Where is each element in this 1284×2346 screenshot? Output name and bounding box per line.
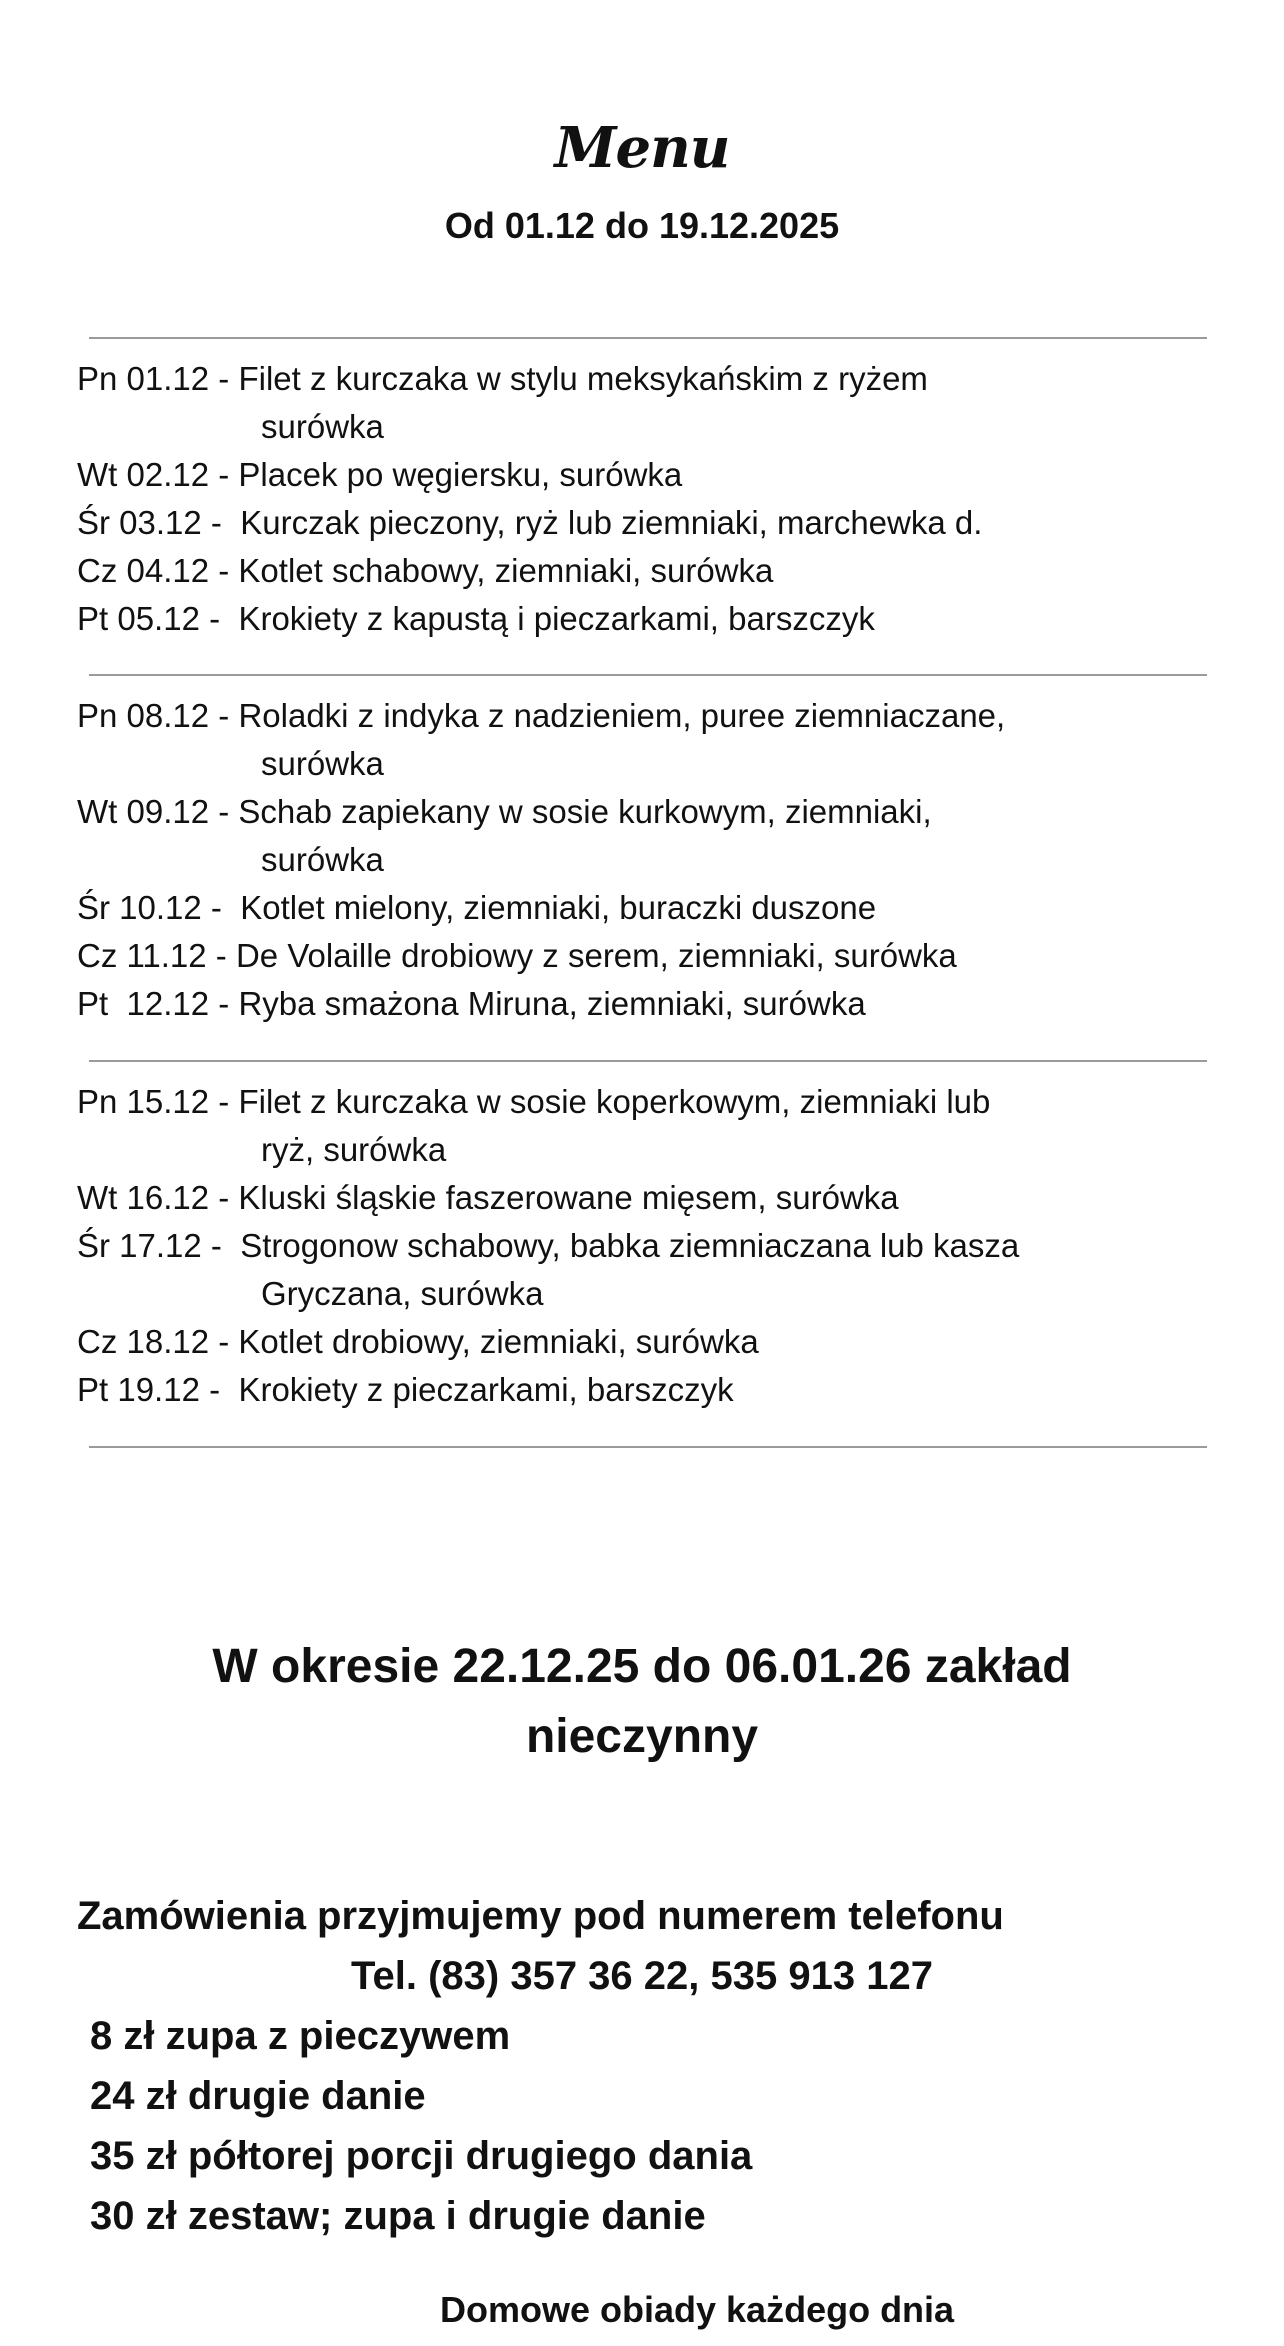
closure-notice-line: W okresie 22.12.25 do 06.01.26 zakład: [212, 1640, 1072, 1693]
menu-dish-continuation: ryż, surówka: [261, 1131, 447, 1168]
menu-item: [77, 355, 1217, 403]
menu-dish: De Volaille drobiowy z serem, ziemniaki, surówka: [235, 937, 957, 974]
menu-day: Pn 08.12 -: [77, 697, 239, 734]
menu-item: [77, 595, 1217, 643]
menu-dish: Kotlet schabowy, ziemniaki, surówka: [238, 552, 774, 589]
divider: [89, 674, 1207, 676]
menu-item: [77, 980, 1217, 1028]
menu-day: Śr 10.12 -: [77, 889, 241, 926]
menu-day: Cz 04.12 -: [77, 552, 239, 589]
menu-day: Pt 19.12 -: [77, 1371, 239, 1408]
price-list: [90, 2006, 752, 2246]
menu-day: Śr 03.12 -: [77, 504, 241, 541]
menu-dish: Krokiety z kapustą i pieczarkami, barszczyk: [238, 600, 875, 637]
menu-dish: Schab zapiekany w sosie kurkowym, ziemniaki,: [238, 793, 932, 830]
week-2-menu: [77, 692, 1217, 1028]
page-title: Menu: [554, 115, 730, 181]
week-3-menu: [77, 1078, 1217, 1414]
menu-day: Śr 17.12 -: [77, 1227, 241, 1264]
menu-dish: Placek po węgiersku, surówka: [238, 456, 683, 493]
menu-day: Pt 12.12 -: [77, 985, 239, 1022]
price-item: 8 zł zupa z pieczywem: [90, 2014, 511, 2058]
menu-dish: Filet z kurczaka w stylu meksykańskim z ryżem: [238, 360, 928, 397]
menu-day: Cz 18.12 -: [77, 1323, 239, 1360]
menu-dish-continuation: surówka: [261, 408, 384, 445]
menu-dish: Ryba smażona Miruna, ziemniaki, surówka: [238, 985, 866, 1022]
footer-tagline: Domowe obiady każdego dnia: [440, 2289, 955, 2330]
menu-item: [77, 1174, 1217, 1222]
menu-day: Cz 11.12 -: [77, 937, 236, 974]
menu-item: [77, 547, 1217, 595]
menu-item: [77, 692, 1217, 740]
menu-day: Pn 01.12 -: [77, 360, 239, 397]
menu-dish: Kotlet mielony, ziemniaki, buraczki duszone: [240, 889, 877, 926]
price-item: 24 zł drugie danie: [90, 2074, 426, 2118]
date-range: Od 01.12 do 19.12.2025: [444, 205, 840, 246]
divider: [89, 1446, 1207, 1448]
divider: [89, 1060, 1207, 1062]
menu-day: Wt 02.12 -: [77, 456, 239, 493]
closure-notice-line: nieczynny: [525, 1710, 759, 1763]
menu-item: [77, 932, 1217, 980]
menu-item: [77, 1078, 1217, 1126]
menu-dish-continuation: Gryczana, surówka: [261, 1275, 544, 1312]
menu-dish: Kluski śląskie faszerowane mięsem, surówka: [238, 1179, 899, 1216]
week-1-menu: [77, 355, 1217, 643]
menu-item: [77, 451, 1217, 499]
menu-dish-continuation: surówka: [261, 841, 384, 878]
menu-dish: Kurczak pieczony, ryż lub ziemniaki, marchewka d.: [240, 504, 983, 541]
menu-item: [77, 499, 1217, 547]
menu-day: Wt 09.12 -: [77, 793, 239, 830]
menu-day: Wt 16.12 -: [77, 1179, 239, 1216]
menu-item: [77, 1366, 1217, 1414]
price-item: 35 zł półtorej porcji drugiego dania: [90, 2134, 753, 2178]
menu-dish: Krokiety z pieczarkami, barszczyk: [238, 1371, 734, 1408]
menu-dish: Strogonow schabowy, babka ziemniaczana lub kasza: [240, 1227, 1020, 1264]
closure-notice: [0, 1632, 1284, 1772]
menu-dish: Filet z kurczaka w sosie koperkowym, ziemniaki lub: [238, 1083, 991, 1120]
menu-dish: Kotlet drobiowy, ziemniaki, surówka: [238, 1323, 759, 1360]
menu-day: Pt 05.12 -: [77, 600, 239, 637]
phone-numbers: Tel. (83) 357 36 22, 535 913 127: [351, 1954, 933, 1998]
menu-dish: Roladki z indyka z nadzieniem, puree ziemniaczane,: [238, 697, 1006, 734]
menu-item: [77, 1318, 1217, 1366]
menu-dish-continuation: surówka: [261, 745, 384, 782]
menu-item: [77, 884, 1217, 932]
menu-item: [77, 788, 1217, 836]
menu-item: [77, 1222, 1217, 1270]
menu-day: Pn 15.12 -: [77, 1083, 239, 1120]
price-item: 30 zł zestaw; zupa i drugie danie: [90, 2194, 706, 2238]
divider: [89, 337, 1207, 339]
orders-info: Zamówienia przyjmujemy pod numerem telefonu: [77, 1894, 1004, 1938]
